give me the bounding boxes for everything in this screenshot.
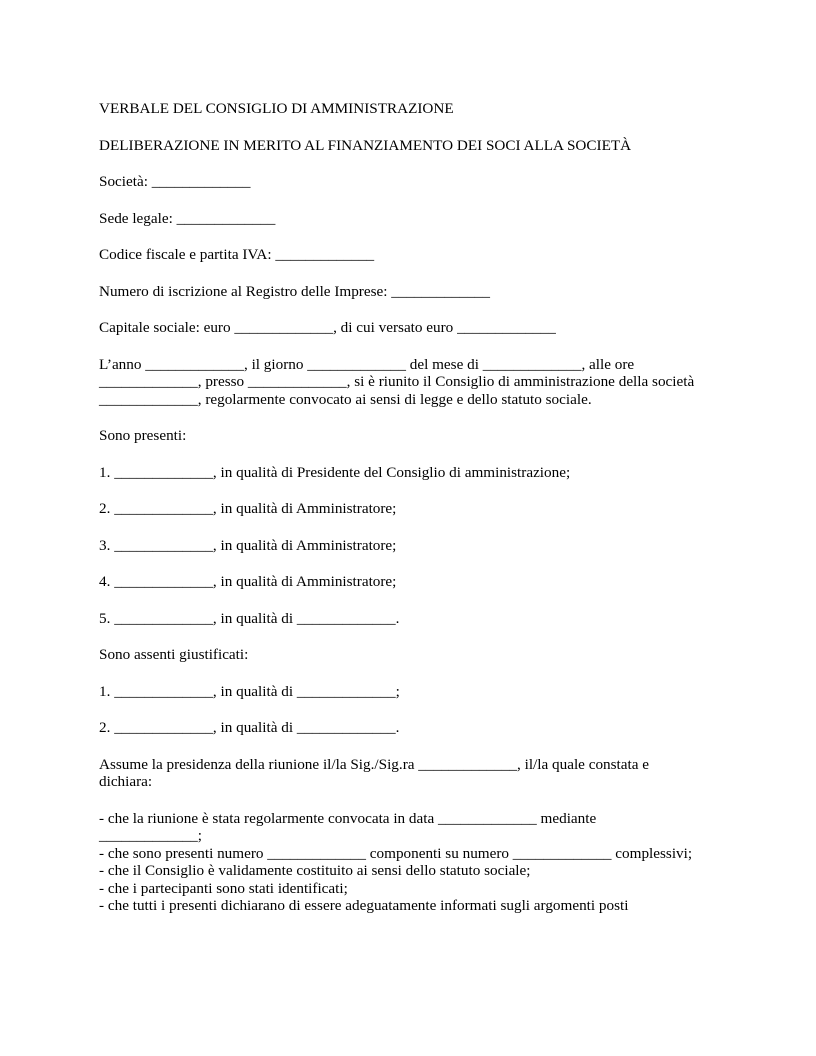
attendee-item: 1. _____________, in qualità di Presidente del Consiglio di amministrazione;: [99, 463, 571, 481]
declaration-item: - che tutti i presenti dichiarano di essere adeguatamente informati sugli argomenti posti: [99, 897, 629, 914]
business-register-field: Numero di iscrizione al Registro delle Imprese: _____________: [99, 282, 490, 300]
tax-code-field: Codice fiscale e partita IVA: _____________: [99, 246, 375, 263]
document-title: VERBALE DEL CONSIGLIO DI AMMINISTRAZIONE: [99, 100, 454, 117]
declaration-item: - che il Consiglio è validamente costituito ai sensi dello statuto sociale;: [99, 862, 531, 879]
document-body: [99, 100, 699, 915]
declaration-item: - che la riunione è stata regolarmente convocata in data _____________ mediante _____________;: [99, 809, 601, 844]
share-capital-field: Capitale sociale: euro _____________, di cui versato euro _____________: [99, 319, 556, 336]
absentee-item: 1. _____________, in qualità di _____________;: [99, 682, 400, 700]
declaration-item: - che i partecipanti sono stati identificati;: [99, 879, 348, 897]
document-subtitle: DELIBERAZIONE IN MERITO AL FINANZIAMENTO DEI SOCI ALLA SOCIETÀ: [99, 136, 632, 154]
attendee-item: 4. _____________, in qualità di Amministratore;: [99, 573, 397, 590]
attendee-item: 5. _____________, in qualità di _____________.: [99, 609, 400, 627]
attendee-item: 3. _____________, in qualità di Amministratore;: [99, 536, 397, 554]
company-field: Società: _____________: [99, 173, 251, 190]
attendee-item: 2. _____________, in qualità di Amministratore;: [99, 500, 397, 517]
declaration-item: - che sono presenti numero _____________ componenti su numero _____________ complessivi;: [99, 844, 693, 862]
registered-office-field: Sede legale: _____________: [99, 209, 276, 227]
absentees-heading: Sono assenti giustificati:: [99, 646, 249, 663]
attendees-heading: Sono presenti:: [99, 427, 187, 444]
absentee-item: 2. _____________, in qualità di _____________.: [99, 719, 400, 736]
meeting-intro: L’anno _____________, il giorno _____________ del mese di _____________, alle ore _____________, presso _____________, si è riunito il Consiglio di amministrazione della società _____________, regolarmente convocato ai sensi di legge e dello statuto sociale.: [99, 355, 698, 408]
chairmanship-paragraph: Assume la presidenza della riunione il/la Sig./Sig.ra _____________, il/la quale constata e dichiara:: [99, 755, 653, 790]
